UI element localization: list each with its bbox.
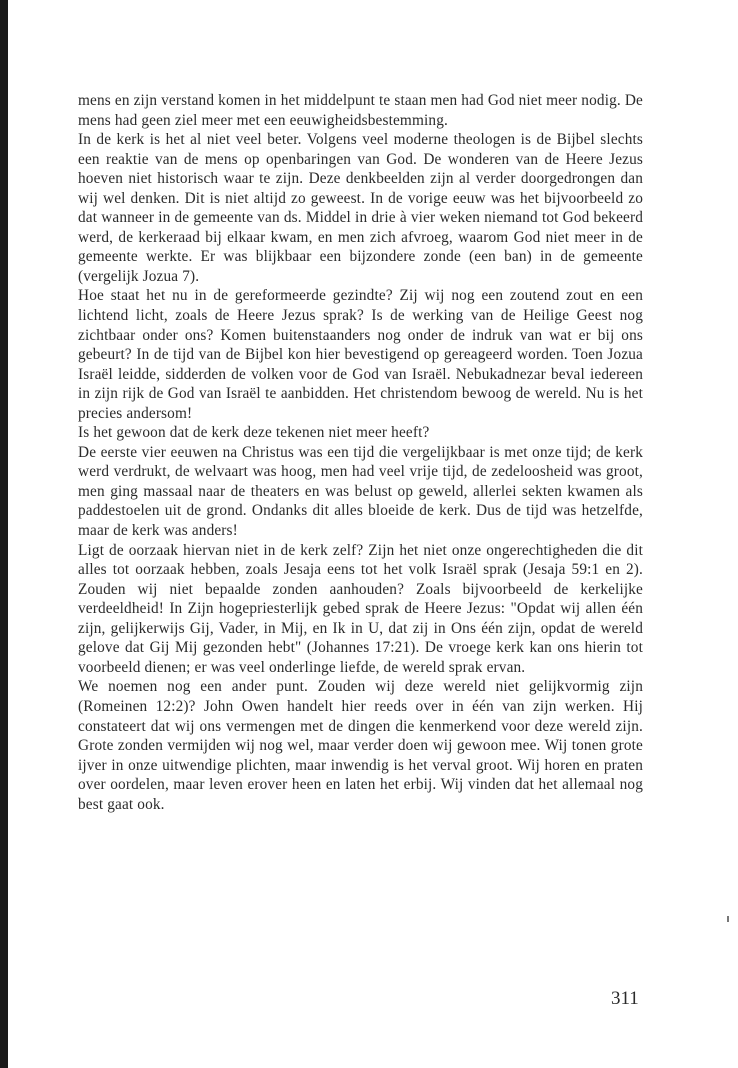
paragraph-7: We noemen nog een ander punt. Zouden wij deze wereld niet gelijkvormig zijn (Romeinen 12:2)? John Owen handelt hier reeds over in één van zijn werken. Hij constateert dat wij ons vermengen met de dingen die kenmerkend voor deze wereld zijn. Grote zonden vermijden wij nog wel, maar verder doen wij gewoon mee. Wij tonen grote ijver in onze uitwendige plichten, maar inwendig is het verval groot. Wij horen en praten over oordelen, maar leven erover heen en laten het erbij. Wij vinden dat het allemaal nog best gaat ook.: [78, 678, 643, 813]
scan-left-edge: [0, 0, 8, 1068]
paragraph-5: De eerste vier eeuwen na Christus was een tijd die vergelijkbaar is met onze tijd; de kerk werd verdrukt, de welvaart was hoog, men had veel vrije tijd, de zedeloosheid was groot, men ging massaal naar de theaters en was belust op geweld, allerlei sekten kwamen als paddestoelen uit de grond. Ondanks dit alles bloeide de kerk. Dus de tijd was hetzelfde, maar de kerk was anders!: [78, 443, 643, 540]
paragraph-6: Ligt de oorzaak hiervan niet in de kerk zelf? Zijn het niet onze ongerechtigheden die dit alles tot oorzaak hebben, zoals Jesaja eens tot het volk Israël sprak (Jesaja 59:1 en 2). Zouden wij niet bepaalde zonden aanhouden? Zoals bijvoorbeeld de kerkelijke verdeeldheid! In Zijn hogepriesterlijk gebed sprak de Heere Jezus: "Opdat wij allen één zijn, gelijkerwijs Gij, Vader, in Mij, en Ik in U, dat zij in Ons één zijn, opdat de wereld gelove dat Gij Mij gezonden hebt" (Johannes 17:21). De vroege kerk kan ons hierin tot voorbeeld dienen; er was veel onderlinge liefde, de wereld sprak ervan.: [78, 541, 643, 676]
book-page: [8, 0, 738, 1068]
paragraph-1: mens en zijn verstand komen in het middelpunt te staan men had God niet meer nodig. De mens had geen ziel meer met een eeuwigheidsbestemming.: [78, 92, 643, 129]
page-number: 311: [611, 988, 639, 1009]
scan-speck: [727, 916, 729, 922]
body-text: [78, 91, 643, 814]
paragraph-3: Hoe staat het nu in de gereformeerde gezindte? Zij wij nog een zoutend zout en een lichtend licht, zoals de Heere Jezus sprak? Is de werking van de Heilige Geest nog zichtbaar onder ons? Komen buitenstaanders nog onder de indruk van wat er bij ons gebeurt? In de tijd van de Bijbel kon hier bevestigend op gereageerd worden. Toen Jozua Israël leidde, sidderden de volken voor de God van Israël. Nebukadnezar beval iedereen in zijn rijk de God van Israël te aanbidden. Het christendom bewoog de wereld. Nu is het precies andersom!: [78, 287, 643, 422]
paragraph-4: Is het gewoon dat de kerk deze tekenen niet meer heeft?: [78, 424, 430, 442]
paragraph-2: In de kerk is het al niet veel beter. Volgens veel moderne theologen is de Bijbel slechts een reaktie van de mens op openbaringen van God. De wonderen van de Heere Jezus hoeven niet historisch waar te zijn. Deze denkbeelden zijn al verder doorgedrongen dan wij wel denken. Dit is niet altijd zo geweest. In de vorige eeuw was het bijvoorbeeld zo dat wanneer in de gemeente van ds. Middel in drie à vier weken niemand tot God bekeerd werd, de kerkeraad bij elkaar kwam, en men zich afvroeg, waarom God niet meer in de gemeente werkte. Er was blijkbaar een bijzondere zonde (een ban) in de gemeente (vergelijk Jozua 7).: [78, 131, 643, 285]
